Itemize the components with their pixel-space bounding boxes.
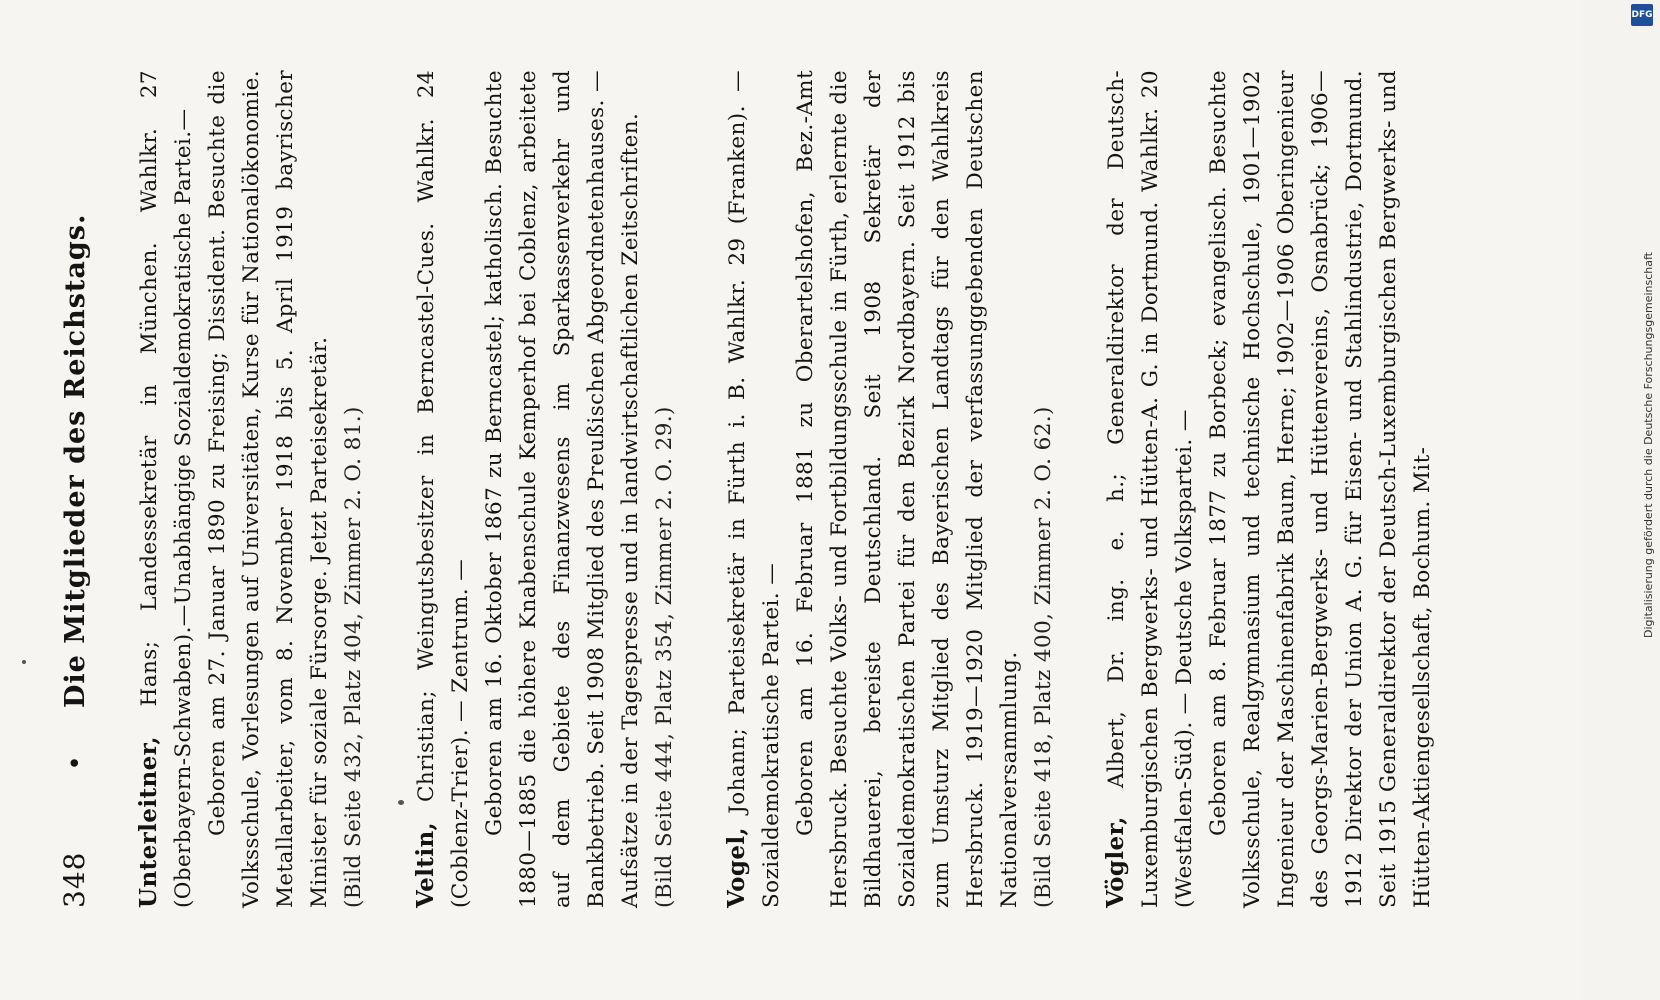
member-biography: Geboren am 16. Februar 1881 zu Oberartelshofen, Bez.-Amt Hersbruck. Besuchte Volks- und Fortbildungsschule in Fürth, erlernte die Bildhauerei, bereiste Deutschland. Seit 1908 Sekretär der Sozialdemokratischen Partei für den Bezirk Nordbayern. Seit 1912 bis zum Umsturz Mitglied des Bayerischen Landtags für den Wahlkreis Hersbruck. 1919—1920 Mitglied der verfassunggebenden Deutschen Nationalversammlung. [793, 70, 1022, 908]
page-number: 348 [58, 851, 91, 908]
credit-text: Digitalisierung gefördert durch die Deutsche Forschungsgemeinschaft [1642, 252, 1655, 638]
running-title: Die Mitglieder des Reichstags. [60, 213, 91, 708]
member-lead: Albert, Dr. ing. e. h.; Generaldirektor der Deutsch-Luxemburgischen Bergwerks- und Hütten-A. G. in Dortmund. Wahlkr. 20 (Westfalen-Süd). — Deutsche Volkspartei. — [1104, 70, 1197, 908]
member-lead: Hans; Landessekretär in München. Wahlkr. 27 (Oberbayern-Schwaben).—Unabhängige Sozialdemokratische Partei.— [137, 70, 196, 908]
page-header: 348 • Die Mitglieder des Reichstags. [58, 70, 102, 908]
dfg-logo: DFG [1631, 4, 1653, 26]
member-lead: Johann; Parteisekretär in Fürth i. B. Wahlkr. 29 (Franken). — Sozialdemokratische Partei. — [725, 70, 784, 908]
member-picture-reference: (Bild Seite 418, Platz 400, Zimmer 2. O. 62.) [1031, 406, 1056, 908]
member-entry [1099, 70, 1440, 908]
member-biography: Geboren am 16. Oktober 1867 zu Berncastel; katholisch. Besuchte 1880—1885 die höhere Knabenschule Kemperhof bei Coblenz, arbeitete auf dem Gebiete des Finanzwesens im Sparkassenverkehr und Bankbetrieb. Seit 1908 Mitglied des Preußischen Abgeordnetenhauses. — Aufsätze in der Tagespresse und in landwirtschaftlichen Zeitschriften. [482, 70, 643, 908]
member-name: Vogel, [723, 827, 750, 908]
member-name: Veltin, [412, 822, 439, 908]
member-entry [132, 70, 371, 908]
member-name: Vögler, [1102, 816, 1129, 908]
member-picture-reference: (Bild Seite 432, Platz 404, Zimmer 2. O. 81.) [341, 406, 366, 908]
member-entry [720, 70, 1061, 908]
scan-speck [22, 660, 26, 664]
member-name: Unterleitner, [135, 736, 162, 908]
member-biography: Geboren am 27. Januar 1890 zu Freising; Dissident. Besuchte die Volksschule, Vorlesungen auf Universitäten, Kurse für Nationalökonomie. Metallarbeiter, vom 8. November 1918 bis 5. April 1919 bayrischer Minister für soziale Fürsorge. Jetzt Parteisekretär. [205, 70, 332, 908]
member-lead: Christian; Weingutsbesitzer in Berncastel-Cues. Wahlkr. 24 (Coblenz-Trier). — Zentrum. — [414, 70, 473, 908]
member-picture-reference: (Bild Seite 444, Platz 354, Zimmer 2. O. 29.) [652, 406, 677, 908]
scan-speck [398, 800, 404, 805]
member-entry [409, 70, 682, 908]
digitization-credit [1628, 0, 1656, 1000]
member-biography: Geboren am 8. Februar 1877 zu Borbeck; evangelisch. Besuchte Volksschule, Realgymnasium und technische Hochschule, 1901—1902 Ingenieur der Maschinenfabrik Baum, Herne; 1902—1906 Oberingenieur des Georgs-Marien-Bergwerks- und Hüttenvereins, Osnabrück; 1906—1912 Direktor der Union A. G. für Eisen- und Stahlindustrie, Dortmund. Seit 1915 Generaldirektor der Deutsch-Luxemburgischen Bergwerks- und Hütten-Aktiengesellschaft, Bochum. Mit- [1206, 70, 1435, 908]
